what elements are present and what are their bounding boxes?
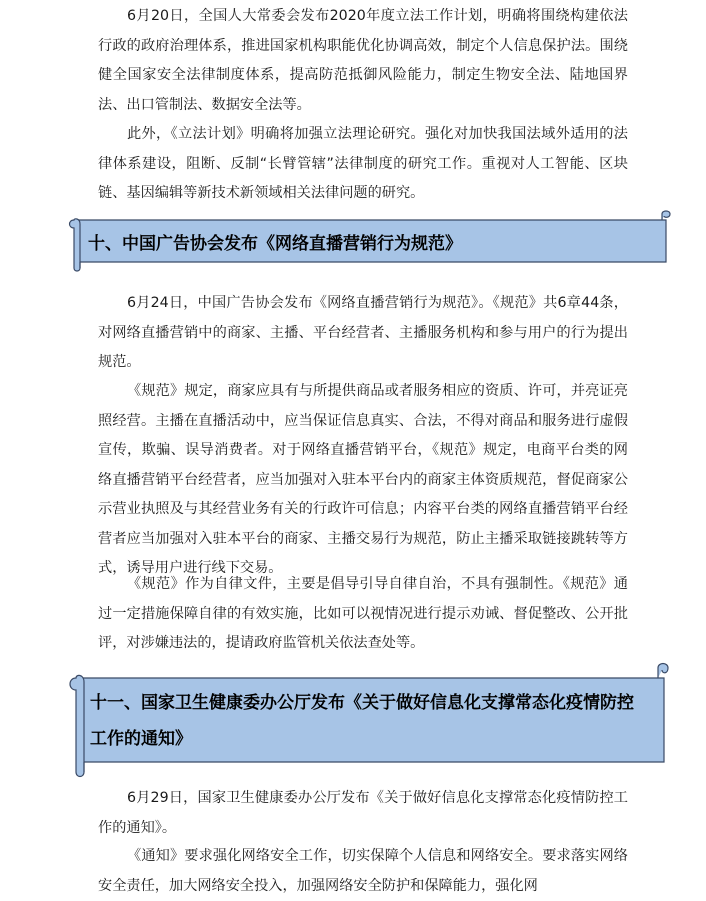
section-11-heading-banner — [66, 660, 672, 780]
section-11-heading-line-1: 十一、国家卫生健康委办公厅发布《关于做好信息化支撑常态化疫情防控 — [90, 693, 634, 713]
paragraph-health-notice-requirements: 《通知》要求强化网络安全工作，切实保障个人信息和网络安全。要求落实网络安全责任，加大网络安全投入，加强网络安全防护和保障能力，强化网 — [98, 848, 628, 894]
paragraph-live-commerce-rules: 《规范》规定，商家应具有与所提供商品或者服务相应的资质、许可，并亮证亮照经营。主播在直播活动中，应当保证信息真实、合法，不得对商品和服务进行虚假宣传，欺骗、误导消费者。对于网络直播营销平台，《规范》规定，电商平台类的网络直播营销平台经营者，应当加强对入驻本平台内的商家主体资质规范，督促商家公示营业执照及与其经营业务有关的行政许可信息；内容平台类的网络直播营销平台经营者应当加强对入驻本平台的商家、主播交易行为规范，防止主播采取链接跳转等方式，诱导用户进行线下交易。 — [98, 383, 628, 576]
paragraph-legislation-research: 此外，《立法计划》明确将加强立法理论研究。强化对加快我国法域外适用的法律体系建设，阻断、反制“长臂管辖”法律制度的研究工作。重视对人工智能、区块链、基因编辑等新技术新领域相关法律问题的研究。 — [98, 126, 628, 201]
paragraph-legislation-plan: 6月20日，全国人大常委会发布2020年度立法工作计划，明确将围绕构建依法行政的政府治理体系，推进国家机构职能优化协调高效，制定个人信息保护法。围绕健全国家安全法律制度体系，提高防范抵御风险能力，制定生物安全法、陆地国界法、出口管制法、数据安全法等。 — [98, 8, 628, 113]
section-10-heading: 十、中国广告协会发布《网络直播营销行为规范》 — [88, 234, 462, 254]
paragraph-live-commerce-self-discipline: 《规范》作为自律文件，主要是倡导引导自律自治，不具有强制性。《规范》通过一定措施保障自律的有效实施，比如可以视情况进行提示劝诫、督促整改、公开批评，对涉嫌违法的，提请政府监管机关依法查处等。 — [98, 576, 628, 651]
paragraph-live-commerce-intro: 6月24日，中国广告协会发布《网络直播营销行为规范》。《规范》共6章44条，对网络直播营销中的商家、主播、平台经营者、主播服务机构和参与用户的行为提出规范。 — [98, 295, 628, 370]
section-11-heading-line-2: 工作的通知》 — [90, 729, 192, 749]
scroll-banner-shape — [66, 660, 672, 780]
section-10-heading-banner — [66, 210, 672, 272]
paragraph-health-notice-intro: 6月29日，国家卫生健康委办公厅发布《关于做好信息化支撑常态化疫情防控工作的通知》。 — [98, 790, 628, 836]
